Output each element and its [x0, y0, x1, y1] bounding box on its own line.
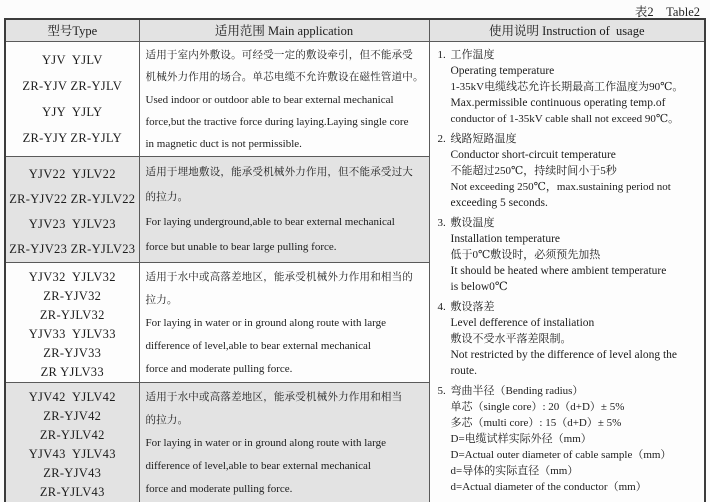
text-line: ZR-YJLV43 [39, 484, 105, 499]
text-line: Conductor short-circuit temperature [450, 148, 616, 161]
usage-item-level-difference [438, 299, 701, 379]
text-line: Level defference of instaliation [450, 316, 595, 329]
table-header-row [5, 19, 705, 41]
text-line: Installation temperature [450, 232, 561, 245]
text-line: YJV43 YJLV43 [28, 446, 116, 461]
text-line: 1-35kV电缆线芯允许长期最高工作温度为90℃。 [450, 80, 684, 93]
application-cell [139, 41, 429, 156]
text-line: route. [450, 364, 478, 377]
usage-item-title: 敷设温度 [450, 216, 495, 229]
text-line: For laying underground,able to bear external mechanical [145, 215, 395, 228]
text-line: 低于0℃敷设时，必须预先加热 [450, 248, 601, 261]
header-instruction-of-usage: 使用说明 Instruction of usage [429, 19, 705, 41]
text-line: ZR-YJV33 [43, 345, 102, 360]
text-line: ZR-YJV ZR-YJLV [22, 78, 123, 93]
text-line: ZR-YJV22 ZR-YJLV22 [9, 191, 136, 206]
text-line: in magnetic duct is not permissible. [145, 137, 302, 150]
text-line: ZR-YJV43 [43, 465, 102, 480]
text-line: force and moderate pulling force. [145, 362, 293, 375]
usage-item-lines [438, 147, 701, 211]
text-line: ZR-YJV42 [43, 408, 102, 423]
text-line: D=Actual outer diameter of cable sample（mm） [450, 448, 672, 461]
application-cell [139, 156, 429, 262]
text-line: ZR-YJV32 [43, 288, 102, 303]
text-line: 适用于水中或高落差地区，能承受机械外力作用和相当 [145, 391, 403, 403]
text-line: exceeding 5 seconds. [450, 196, 548, 209]
text-line: is below0℃ [450, 280, 508, 293]
text-line: 单芯（single core）: 20（d+D）± 5% [450, 400, 625, 413]
text-line: YJV42 YJLV42 [28, 389, 116, 404]
usage-item-title: 线路短路温度 [450, 132, 517, 145]
text-line: force and moderate pulling force. [145, 482, 293, 495]
text-line: d=Actual diameter of the conductor（mm） [450, 480, 647, 493]
text-line: ZR-YJLV42 [39, 427, 105, 442]
text-line: force,but the tractive force during laying.Laying single core [145, 115, 409, 128]
text-line: d=导体的实际直径（mm） [450, 464, 579, 477]
text-line: ZR YJLV33 [40, 364, 104, 379]
type-cell [5, 262, 139, 382]
text-line: 的拉力。 [145, 191, 189, 203]
usage-item-number: 2. [437, 132, 446, 145]
text-line: difference of level,able to bear external mechanical [145, 339, 371, 352]
text-line: It should be heated where ambient temperature [450, 264, 667, 277]
usage-item-lines [438, 63, 701, 127]
text-line: YJV YJLV [41, 52, 103, 67]
text-line: For laying in water or in ground along route with large [145, 436, 387, 449]
text-line: ZR-YJV23 ZR-YJLV23 [9, 241, 136, 256]
usage-item-number: 3. [437, 216, 446, 229]
header-type: 型号Type [5, 19, 139, 41]
usage-item-bending-radius [438, 383, 701, 495]
text-line: YJV22 YJLV22 [28, 166, 116, 181]
usage-item-lines [438, 399, 701, 495]
text-line: YJV33 YJLV33 [28, 326, 116, 341]
usage-item-number: 5. [437, 384, 446, 397]
cable-spec-table [4, 18, 706, 502]
usage-item-title: 工作温度 [450, 48, 495, 61]
usage-item-operating-temperature [438, 47, 701, 127]
text-line: force but unable to bear large pulling force. [145, 240, 337, 253]
text-line: 机械外力作用的场合。单芯电缆不允许敷设在磁性管道中。 [145, 71, 424, 83]
text-line: YJV23 YJLV23 [28, 216, 116, 231]
text-line: Not restricted by the difference of level along the [450, 348, 678, 361]
text-line: 适用于室内外敷设。可经受一定的敷设牵引，但不能承受 [145, 49, 413, 61]
application-cell [139, 382, 429, 502]
text-line: ZR-YJY ZR-YJLY [22, 130, 122, 145]
text-line: 多芯（multi core）: 15（d+D）± 5% [450, 416, 622, 429]
table-caption: 表2 Table2 [634, 5, 700, 19]
text-line: Not exceeding 250℃，max.sustaining period not [450, 180, 671, 193]
usage-item-title: 弯曲半径（Bending radius） [450, 384, 584, 397]
application-cell [139, 262, 429, 382]
usage-item-title: 敷设落差 [450, 300, 495, 313]
text-line: Max.permissible continuous operating temp.of [450, 96, 666, 109]
text-line: conductor of 1-35kV cable shall not exceed 90℃。 [450, 112, 680, 125]
usage-item-lines [438, 231, 701, 295]
text-line: YJY YJLY [42, 104, 103, 119]
text-line: D=电缆试样实际外径（mm） [450, 432, 592, 445]
text-line: Operating temperature [450, 64, 555, 77]
type-cell [5, 156, 139, 262]
text-line: 敷设不受水平落差限制。 [450, 332, 572, 345]
table-row-yjv [5, 41, 705, 156]
text-line: Used indoor or outdoor able to bear external mechanical [145, 93, 394, 106]
text-line: 不能超过250℃，持续时间小于5秒 [450, 164, 617, 177]
text-line: YJV32 YJLV32 [28, 269, 116, 284]
header-main-application: 适用范围 Main application [139, 19, 429, 41]
usage-item-installation-temperature [438, 215, 701, 295]
usage-cell [429, 41, 705, 502]
text-line: 的拉力。 [145, 414, 189, 426]
text-line: For laying in water or in ground along route with large [145, 316, 387, 329]
text-line: 适用于水中或高落差地区，能承受机械外力作用和相当的 [145, 271, 413, 283]
type-cell [5, 41, 139, 156]
usage-item-lines [438, 315, 701, 379]
text-line: ZR-YJLV32 [39, 307, 105, 322]
type-cell [5, 382, 139, 502]
text-line: difference of level,able to bear external mechanical [145, 459, 371, 472]
usage-item-number: 1. [437, 48, 446, 61]
usage-item-short-circuit-temperature [438, 131, 701, 211]
usage-item-number: 4. [437, 300, 446, 313]
text-line: 适用于埋地敷设，能承受机械外力作用，但不能承受过大 [145, 166, 413, 178]
text-line: 拉力。 [145, 294, 178, 306]
